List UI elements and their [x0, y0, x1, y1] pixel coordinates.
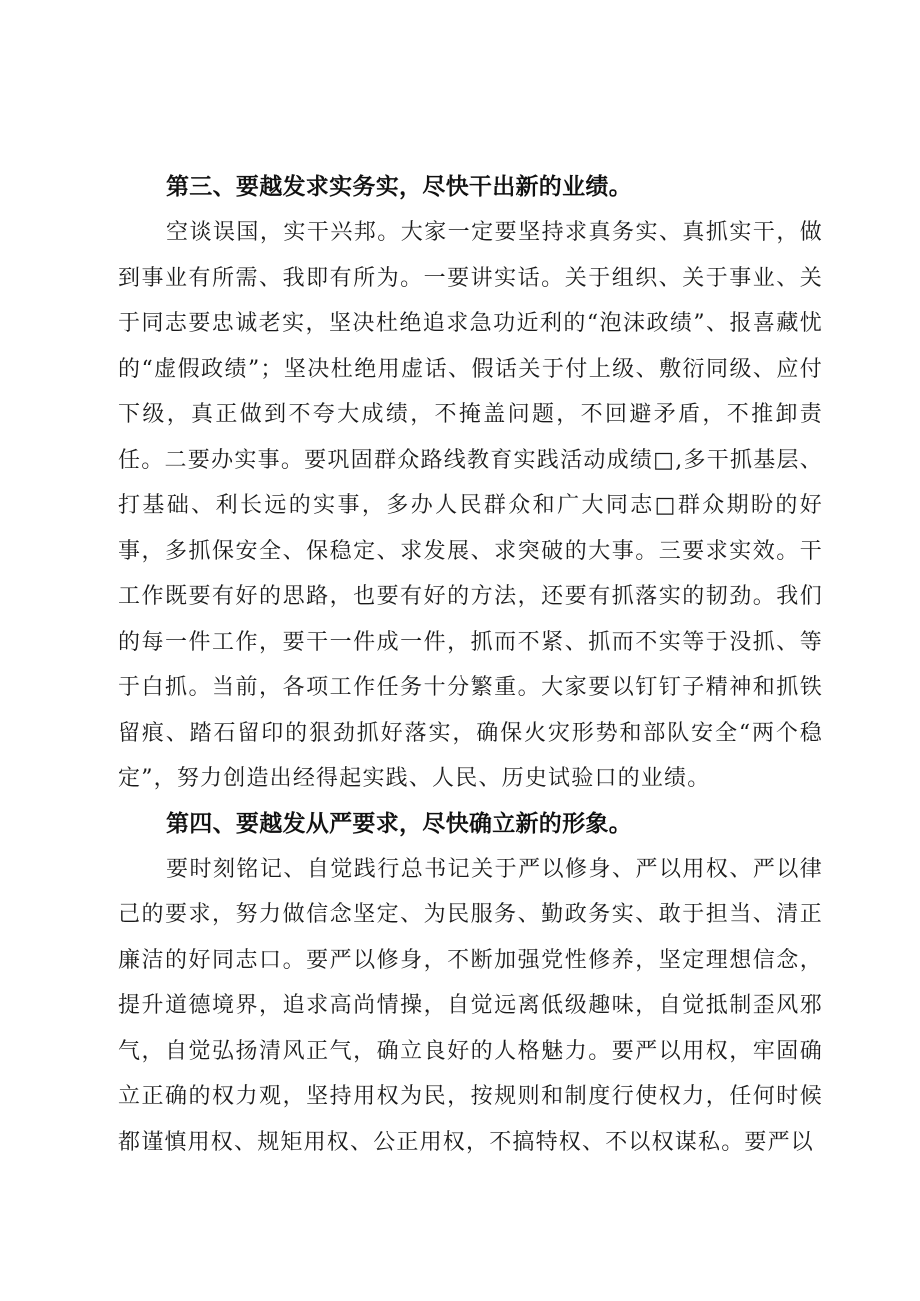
section-heading-three: 第三、要越发求实务实，尽快干出新的业绩。 [166, 174, 632, 200]
document-body [118, 165, 823, 1165]
section-paragraph-three: 空谈误国，实干兴邦。大家一定要坚持求真务实、真抓实干，做到事业有所需、我即有所为。一要讲实话。关于组织、关于事业、关于同志要忠诚老实，坚决杜绝追求急功近利的“泡沫政绩”、报喜藏忧的“虚假政绩”；坚决杜绝用虚话、假话关于付上级、敷衍同级、应付下级，真正做到不夸大成绩，不掩盖问题，不回避矛盾，不推卸责任。二要办实事。要巩固群众路线教育实践活动成绩□,多干抓基层、打基础、利长远的实事，多办人民群众和广大同志□群众期盼的好事，多抓保安全、保稳定、求发展、求突破的大事。三要求实效。干工作既要有好的思路，也要有好的方法，还要有抓落实的韧劲。我们的每一件工作，要干一件成一件，抓而不紧、抓而不实等于没抓、等于白抓。当前，各项工作任务十分繁重。大家要以钉钉子精神和抓铁留痕、踏石留印的狠劲抓好落实，确保火灾形势和部队安全“两个稳定”，努力创造出经得起实践、人民、历史试验口的业绩。 [118, 220, 823, 791]
section-paragraph-four: 要时刻铭记、自觉践行总书记关于严以修身、严以用权、严以律己的要求，努力做信念坚定、为民服务、勤政务实、敢于担当、清正廉洁的好同志口。要严以修身，不断加强党性修养，坚定理想信念，提升道德境界，追求高尚情操，自觉远离低级趣味，自觉抵制歪风邪气，自觉弘扬清风正气，确立良好的人格魅力。要严以用权，牢固确立正确的权力观，坚持用权为民，按规则和制度行使权力，任何时候都谨慎用权、规矩用权、公正用权，不搞特权、不以权谋私。要严以 [118, 856, 823, 1155]
section-heading-four: 第四、要越发从严要求，尽快确立新的形象。 [166, 810, 632, 837]
